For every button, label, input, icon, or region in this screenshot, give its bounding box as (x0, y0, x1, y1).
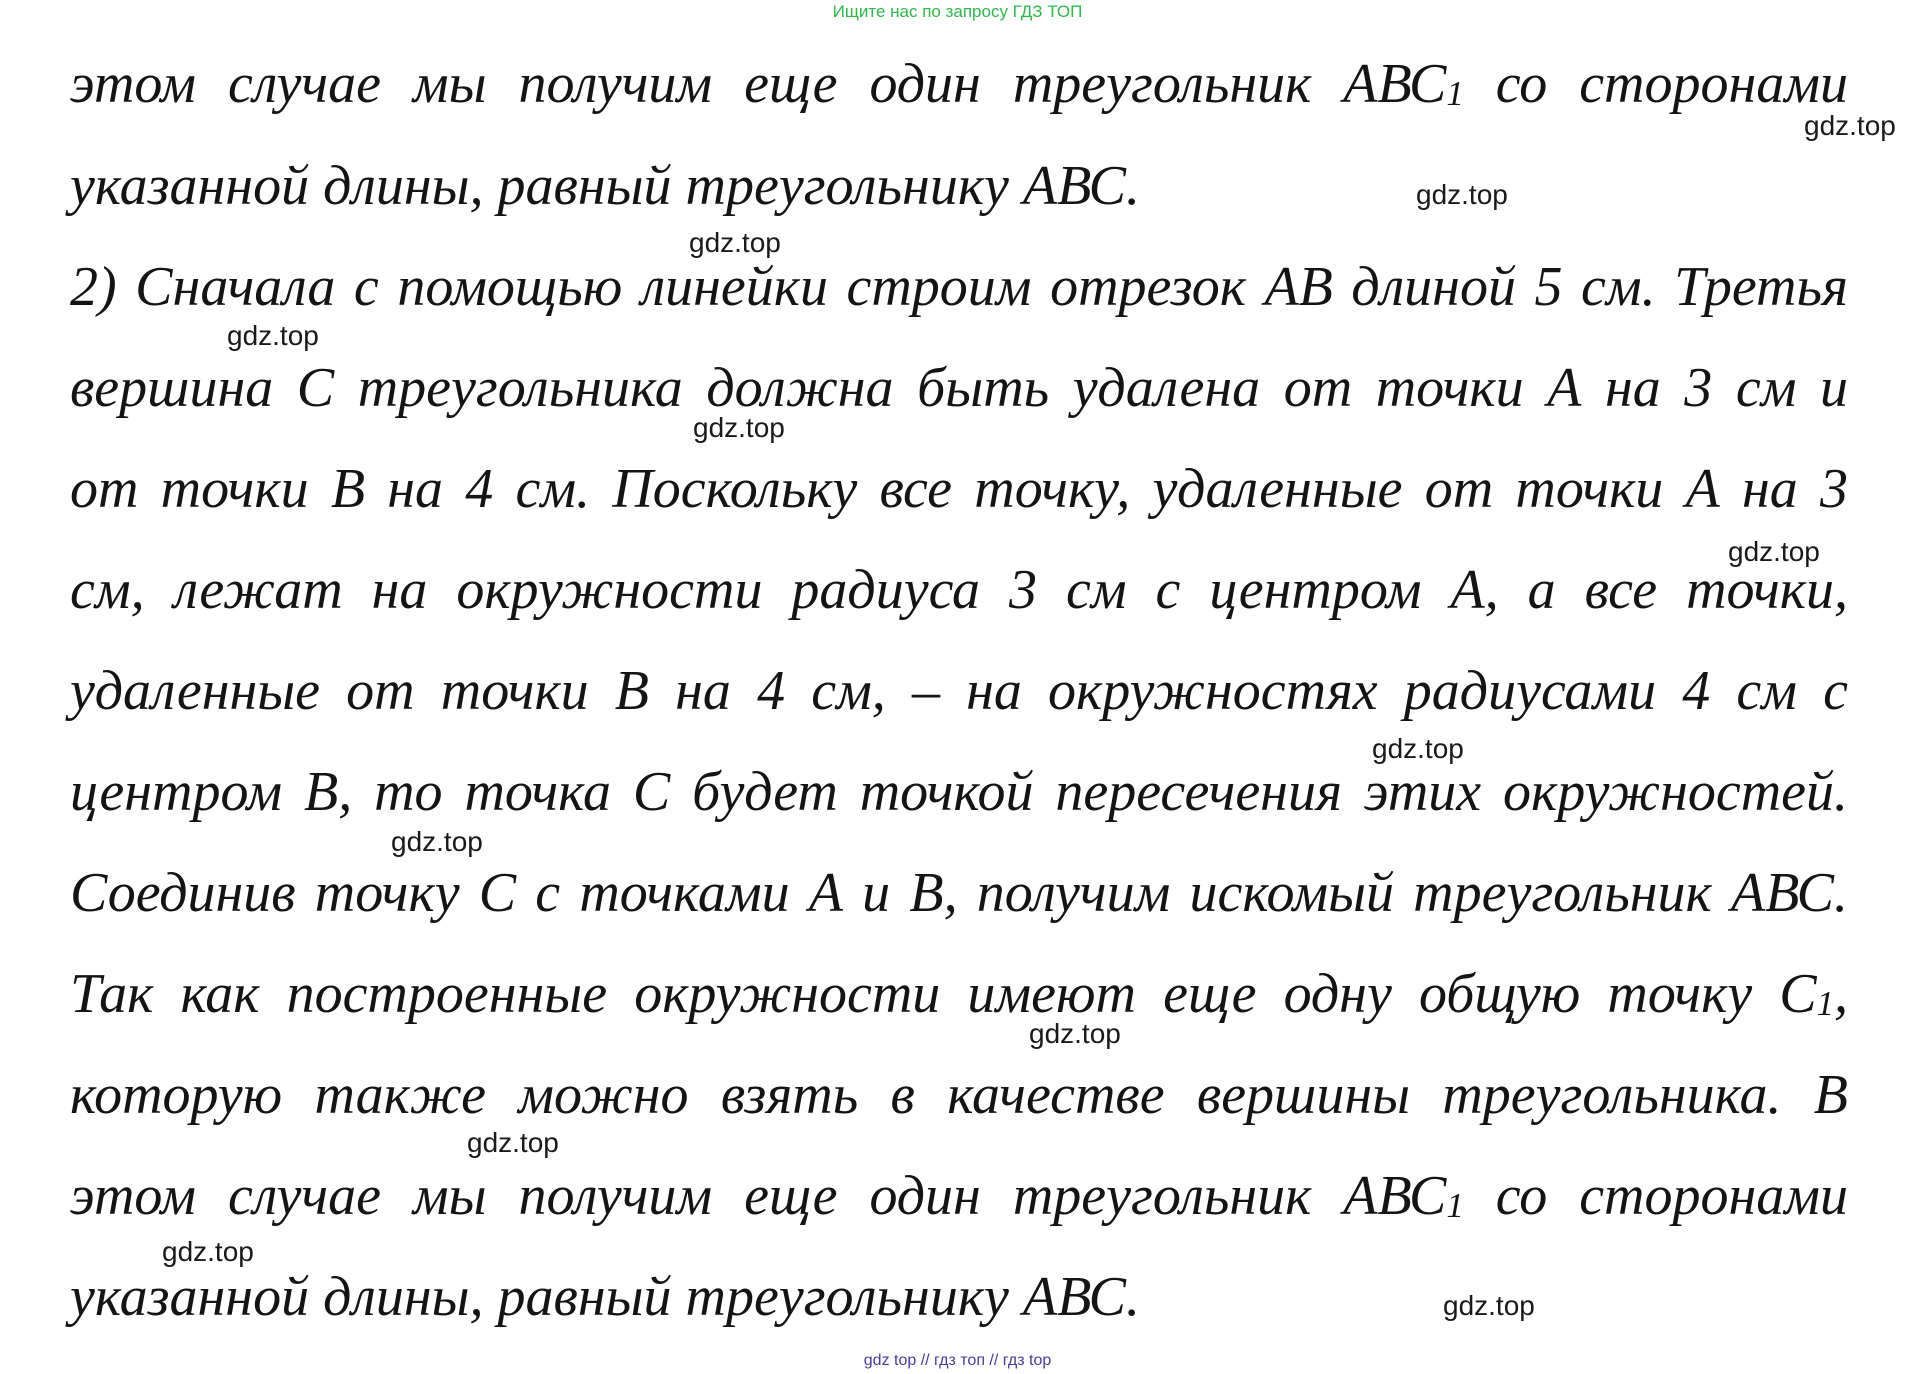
watermark: gdz.top (1804, 110, 1896, 141)
subscript: 1 (1446, 73, 1464, 113)
subscript: 1 (1446, 1185, 1464, 1225)
text-line-2: указанной длины, равный треугольнику АВС. (70, 155, 1141, 217)
watermark: gdz.top (227, 320, 319, 351)
text-line-3: 2) Сначала с помощью линейки строим отрезок АВ длиной 5 см. Третья (70, 256, 1848, 318)
subscript: 1 (1816, 983, 1834, 1023)
text-line-7: удаленные от точки В на 4 см, – на окружностях радиусами 4 см с (70, 660, 1848, 722)
bottom-banner[interactable]: gdz top // гдз топ // гдз top (863, 1352, 1052, 1369)
text-line-13: указанной длины, равный треугольнику АВС. (70, 1266, 1141, 1328)
text-segment: , (1834, 963, 1848, 1025)
watermark: gdz.top (391, 826, 483, 857)
text-segment: со сторонами (1463, 1165, 1849, 1227)
watermark: gdz.top (162, 1236, 254, 1267)
watermark: gdz.top (1372, 733, 1464, 764)
watermark: gdz.top (1443, 1290, 1535, 1321)
text-line-9: Соединив точку С с точками А и В, получим искомый треугольник АВС. (70, 862, 1848, 924)
text-segment: со сторонами (1463, 53, 1849, 115)
text-line-5: от точки В на 4 см. Поскольку все точку, удаленные от точки А на 3 (70, 458, 1848, 520)
text-line-8: центром В, то точка С будет точкой пересечения этих окружностей. (70, 761, 1848, 823)
text-line-12 (70, 1164, 1848, 1238)
watermark: gdz.top (689, 227, 781, 258)
text-line-6: см, лежат на окружности радиуса 3 см с центром А, а все точки, (70, 559, 1848, 621)
text-line-1 (70, 52, 1848, 126)
text-line-4: вершина С треугольника должна быть удалена от точки А на 3 см и (70, 357, 1848, 419)
text-segment: Так как построенные окружности имеют еще одну общую точку С (70, 963, 1817, 1025)
watermark: gdz.top (693, 412, 785, 443)
watermark: gdz.top (1029, 1018, 1121, 1049)
watermark: gdz.top (467, 1127, 559, 1158)
text-line-11: которую также можно взять в качестве вершины треугольника. В (70, 1064, 1848, 1126)
watermark: gdz.top (1416, 179, 1508, 210)
text-segment: этом случае мы получим еще один треугольник АВС (70, 53, 1447, 115)
watermark: gdz.top (1728, 536, 1820, 567)
text-line-10 (70, 962, 1848, 1036)
text-segment: этом случае мы получим еще один треугольник АВС (70, 1165, 1447, 1227)
top-banner[interactable]: Ищите нас по запросу ГДЗ ТОП (832, 2, 1083, 21)
